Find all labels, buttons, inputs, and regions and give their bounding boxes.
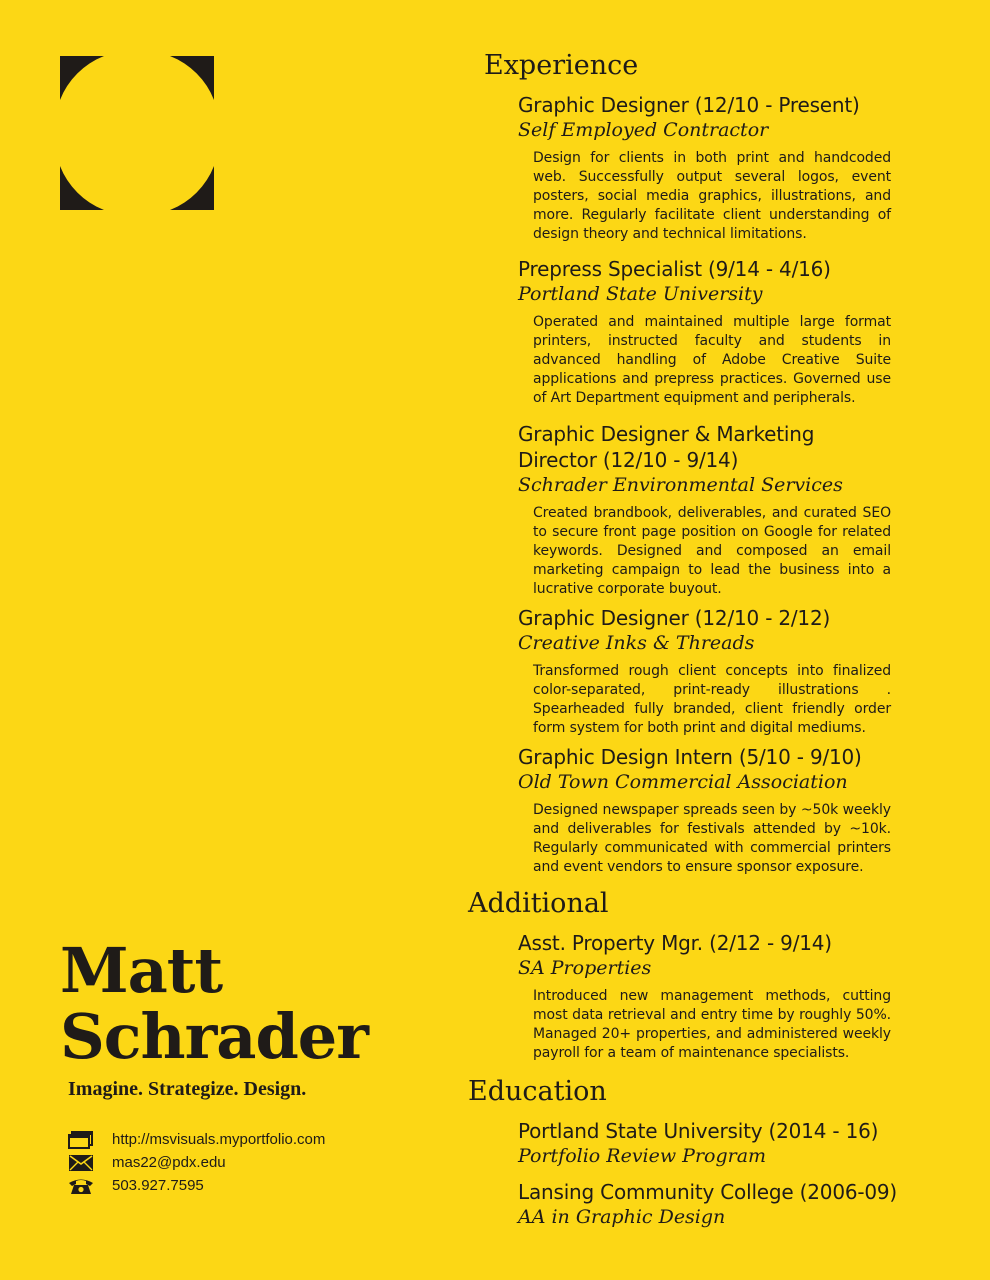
logo-mark xyxy=(60,56,214,210)
job-description: Created brandbook, deliverables, and curated SEO to secure front page position on Google for related keywords. Designed and composed an email marketing campaign to lead the business into a lucrative corporate buyout. xyxy=(533,505,891,597)
candidate-name xyxy=(60,934,368,1073)
section-additional-title: Additional xyxy=(468,888,609,919)
contact-phone[interactable] xyxy=(68,1174,325,1197)
job-organization: Creative Inks & Threads xyxy=(518,632,755,654)
contact-list xyxy=(68,1128,325,1197)
job-title: Graphic Design Intern (5/10 - 9/10) xyxy=(518,745,862,769)
section-education-title: Education xyxy=(468,1076,607,1107)
tagline: Imagine. Strategize. Design. xyxy=(68,1078,307,1100)
job-organization: Portland State University xyxy=(518,283,763,305)
section-experience-title: Experience xyxy=(484,50,639,81)
last-name: Schrader xyxy=(60,1000,368,1073)
phone-number[interactable]: 503.927.7595 xyxy=(112,1177,204,1194)
experience-entry xyxy=(518,92,918,244)
program-name: Portfolio Review Program xyxy=(518,1145,767,1167)
website-link[interactable]: http://msvisuals.myportfolio.com xyxy=(112,1131,326,1148)
contact-website[interactable] xyxy=(68,1128,325,1151)
experience-entry xyxy=(518,256,918,408)
experience-entry xyxy=(518,605,918,738)
job-title: Asst. Property Mgr. (2/12 - 9/14) xyxy=(518,931,832,955)
job-title: Graphic Designer (12/10 - Present) xyxy=(518,93,860,117)
education-entry xyxy=(518,1179,918,1230)
job-description: Designed newspaper spreads seen by ~50k weekly and deliverables for festivals attended by ~10k. Regularly communicated with commercial printers and event vendors to ensure sponsor exposure. xyxy=(533,802,891,875)
browser-window-icon xyxy=(68,1131,94,1149)
program-name: AA in Graphic Design xyxy=(518,1206,726,1228)
job-organization: Self Employed Contractor xyxy=(518,119,769,141)
first-name: Matt xyxy=(60,934,223,1007)
contact-email[interactable] xyxy=(68,1151,325,1174)
job-description: Operated and maintained multiple large format printers, instructed faculty and students in advanced handling of Adobe Creative Suite applications and prepress practices. Governed use of Art Department equipment and peripherals. xyxy=(533,314,891,406)
job-organization: Schrader Environmental Services xyxy=(518,474,843,496)
telephone-icon xyxy=(68,1177,94,1195)
job-organization: SA Properties xyxy=(518,957,652,979)
job-description: Introduced new management methods, cutting most data retrieval and entry time by roughly 50%. Managed 20+ properties, and administered weekly payroll for a team of maintenance specialists. xyxy=(533,988,891,1061)
email-link[interactable]: mas22@pdx.edu xyxy=(112,1154,226,1171)
experience-entry xyxy=(518,421,891,599)
school-name: Lansing Community College (2006-09) xyxy=(518,1180,898,1204)
experience-entry xyxy=(518,744,918,877)
job-title: Graphic Designer (12/10 - 2/12) xyxy=(518,606,831,630)
job-title: Prepress Specialist (9/14 - 4/16) xyxy=(518,257,831,281)
education-entry xyxy=(518,1118,918,1169)
job-description: Design for clients in both print and handcoded web. Successfully output several logos, event posters, social media graphics, illustrations, and more. Regularly facilitate client understanding of design theory and technical limitations. xyxy=(533,150,891,242)
envelope-icon xyxy=(68,1154,94,1172)
job-description: Transformed rough client concepts into finalized color-separated, print-ready illustrations . Spearheaded fully branded, client friendly order form system for both print and digital mediums. xyxy=(533,663,891,736)
additional-entry xyxy=(518,930,918,1063)
job-title: Graphic Designer & Marketing Director (12/10 - 9/14) xyxy=(518,422,815,472)
school-name: Portland State University (2014 - 16) xyxy=(518,1119,879,1143)
job-organization: Old Town Commercial Association xyxy=(518,771,848,793)
